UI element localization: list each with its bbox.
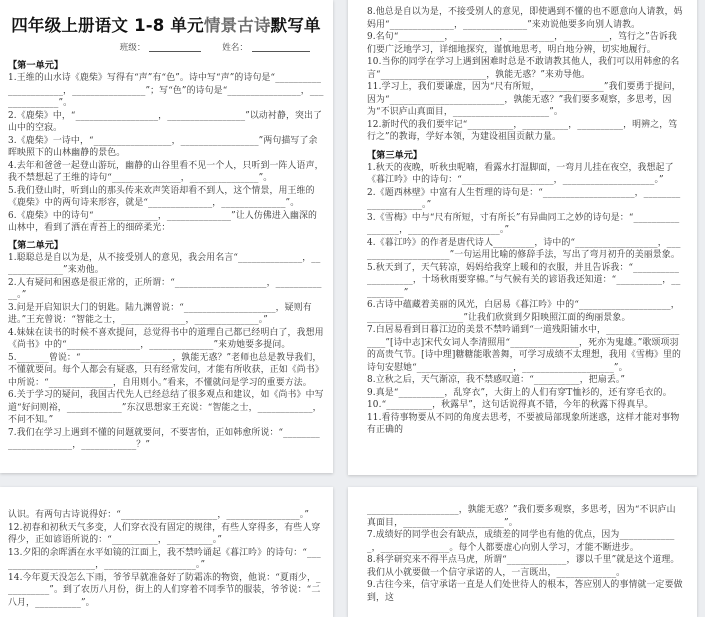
title-part: 四年级上册语文 1-8 单元 [11, 16, 204, 35]
question-item: 10.当你的同学在学习上遇到困难时总是不敢请教其他人，我们可以用韩愈的名言“_______________________，孰能无惑？”来劝导他。 [367, 57, 680, 80]
unit-heading: 【第二单元】 [8, 239, 64, 251]
question-item: 5._______曾说：“____________________，孰能无惑？”老师也总是教导我们，不懂就要问。每个人都会有疑惑，只有经常发问，才能有所收获，正如《尚书》中所说：“______________，自用则小。”看来，不懂就问是学习的重要方法。 [8, 352, 324, 388]
title-part: 默写单 [270, 16, 321, 35]
question-item: 14.今年夏天没怎么下雨，爷爷早就准备好了防霜冻的物资，他说：“夏雨少，__________”。到了农历八月份，街上的人们穿着不同季节的服装，爷爷说：“二八月，__________”。 [8, 572, 321, 608]
worksheet-page-2 [348, 0, 697, 475]
question-item: 7.白居易看到日暮江边的美景不禁吟诵到“一道残阳铺水中，____________________”[诗中志]宋代女词人李清照用“_______________，死亦为鬼雄。”歌颂项羽的高贵气节。[诗中理]糖糖能歌善舞，可学习成绩不太理想，我用《雪梅》里的诗句安慰她“_____________________，____________________”。 [367, 325, 682, 373]
worksheet-page-3 [0, 487, 333, 617]
questions-continued [367, 504, 683, 604]
question-item: 3.《鹿柴》一诗中，“_________________，_________________”两句描写了余晖映照下的山林幽静的景色。 [8, 135, 318, 158]
question-item: 6.古诗中蕴藏着美丽的风光，白居易《暮江吟》中的“____________________，_____________________”让我们欣赏到夕阳映照江面的绚丽景象。 [367, 300, 680, 323]
question-item: 9.真是“__________，乱穿衣”，大街上的人们有穿T恤衫的，还有穿毛衣的。 [367, 387, 672, 398]
question-item: 1.秋天的夜晚，听秋虫呢喃，看露水打湿脚面，一弯月儿挂在夜空，我想起了《暮江吟》中的诗句：“____________________，____________________。” [367, 162, 674, 185]
name-blank[interactable] [252, 51, 310, 52]
question-item: 8.他总是自以为是，不接受别人的意见，即使遇到不懂的也不愿意向人请教，妈妈用“______________，______________”来劝说他要多向别人请教。 [367, 7, 683, 30]
question-item: 6.《鹿柴》中的诗句“______________，______________”让人仿佛进入幽深的山林中，看到了洒在青苔上的细碎柔光： [8, 210, 318, 233]
unit-heading: 【第三单元】 [367, 149, 423, 161]
worksheet-title [8, 12, 324, 36]
question-item: 2.《鹿柴》中，“__________________，_________________”以动衬静，突出了山中的空寂。 [8, 110, 323, 133]
question-item: 11.看待事物要从不同的角度去思考，不要被局部现象所迷惑，这样才能对事物有正确的 [367, 412, 680, 435]
question-item: 4.妹妹在读书的时候不喜欢提问，总觉得书中的道理自己都已经明白了，我想用《尚书》中的“________________，______________”来劝她要多提问。 [8, 327, 324, 350]
title-highlight: 情景古诗 [203, 16, 271, 35]
name-label: 姓名： [222, 43, 248, 53]
class-blank[interactable] [149, 51, 201, 52]
unit3-questions [367, 162, 683, 437]
question-item: 1.聪聪总是自以为是，从不接受别人的意见，我会用名言“______________，______________”来劝他。 [8, 252, 321, 275]
question-item: 7.成绩好的同学也会有缺点，成绩差的同学也有他的优点，因为_____________，_______________。每个人都要虚心向别人学习，才能不断进步。 [367, 530, 675, 553]
unit1-questions [8, 72, 324, 235]
question-item: 11.学习上，我们要谦虚，因为“尺有所短，______________”我们要勇于提问，因为“_________________________，孰能无惑？”我们要多观察，多思考，因为“不识庐山真面目，_____________________”。 [367, 82, 681, 117]
unit3-questions-continued [8, 509, 324, 609]
question-item: 1.王维的山水诗《鹿柴》写得有“声”有“色”。诗中写“声”的诗句是“______________________，________________”；写“色”的诗句是“________________，______________”。 [8, 73, 324, 108]
question-item: 9.古往今来，信守承诺一直是人们处世待人的根本，答应别人的事情就一定要做到，这 [367, 580, 683, 603]
question-item: 5.秋天到了，天气转凉，妈妈给我穿上暖和的衣服，并且告诉我：“____________________，十场秋雨要穿棉。”与气候有关的谚语我还知道：“__________，__________” [367, 262, 681, 298]
question-item: 8.科学研究来不得半点马虎，所谓“_____________，谬以千里”就是这个道理。我们从小就要做一个信守承诺的人，一言既出，_____________。 [367, 555, 680, 578]
student-info [8, 41, 310, 53]
question-item: 认识。有两句古诗说得好：“_____________________，________________。” [8, 510, 310, 520]
question-item: 3.问是开启知识大门的钥匙。陆九渊曾说：“____________________，疑则有进。”王充曾说：“智能之士，______________，______________。” [8, 302, 312, 325]
question-item: 9.名句“__________，__________，__________，__________，笃行之”告诉我们要广泛地学习，详细地探究，谨慎地思考，明白地分辨，切实地履行。 [367, 32, 677, 55]
question-item: 2.人有疑问和困惑是很正常的，正所谓：“____________________，____________。” [8, 277, 322, 300]
unit2-questions-continued [367, 6, 683, 144]
question-item: 6.关于学习的疑问，我国古代先人已经总结了很多观点和建议，如《尚书》中写道“好问则裕，____________”东汉思想家王充说：“智能之士，____________，不问不知。” [8, 390, 324, 425]
question-item: 12.新时代的我们要牢记“__________，__________，__________，明辨之，笃行之”的教诲，学好本领，为建设祖国贡献力量。 [367, 119, 678, 142]
question-item: 3.《雪梅》中与“尺有所短，寸有所长”有异曲同工之妙的诗句是：“_________________，____________________。” [367, 212, 680, 235]
question-item: 4.去年和爸爸一起登山游玩，幽静的山谷里看不见一个人，只听到一阵人语声，我不禁想起了王维的诗句“_______________，_______________”。 [8, 160, 324, 183]
question-item: 7.我们在学习上遇到不懂的问题就要问，不要害怕，正如韩愈所说：“______________________，____________？” [8, 427, 320, 450]
unit2-questions [8, 252, 324, 452]
question-item: 12.初春和初秋天气多变，人们穿衣没有固定的规律，有些人穿得多，有些人穿得少，正如谚语所说的：“__________，__________。” [8, 522, 321, 545]
question-item: 4.《暮江吟》的作者是唐代诗人_________，诗中的“__________________，_____________________”一句运用比喻的修辞手法，写出了弯月初升的美丽景象。 [367, 237, 681, 260]
question-item: 2.《题西林壁》中富有人生哲理的诗句是：“____________________，____________________。” [367, 187, 681, 210]
question-item: 10.“__________，秋露早”，这句话说得真不错，今年的秋露下得真早。 [367, 400, 654, 410]
question-item: 8.立秋之后，天气渐凉，我不禁感叹道：“__________，把扇丢。” [367, 375, 626, 385]
worksheet-page-4 [348, 487, 697, 617]
unit-heading: 【第一单元】 [8, 60, 64, 71]
worksheet-page-1 [0, 0, 333, 473]
question-item: 13.夕阳的余晖洒在水平如镜的江面上，我不禁吟诵起《暮江吟》的诗句：“______________________，____________________。” [8, 547, 321, 570]
question-item: 5.我们登山时，听到山的那头传来欢声笑语却看不到人，这个情景，用王维的《鹿柴》中的两句诗来形容，就是“______________，______________”。 [8, 185, 315, 208]
question-item: ____________________，孰能无惑？”我们要多观察，多思考，因为“不识庐山真面目，______________________”。 [367, 505, 676, 528]
class-label: 班级： [119, 43, 146, 53]
